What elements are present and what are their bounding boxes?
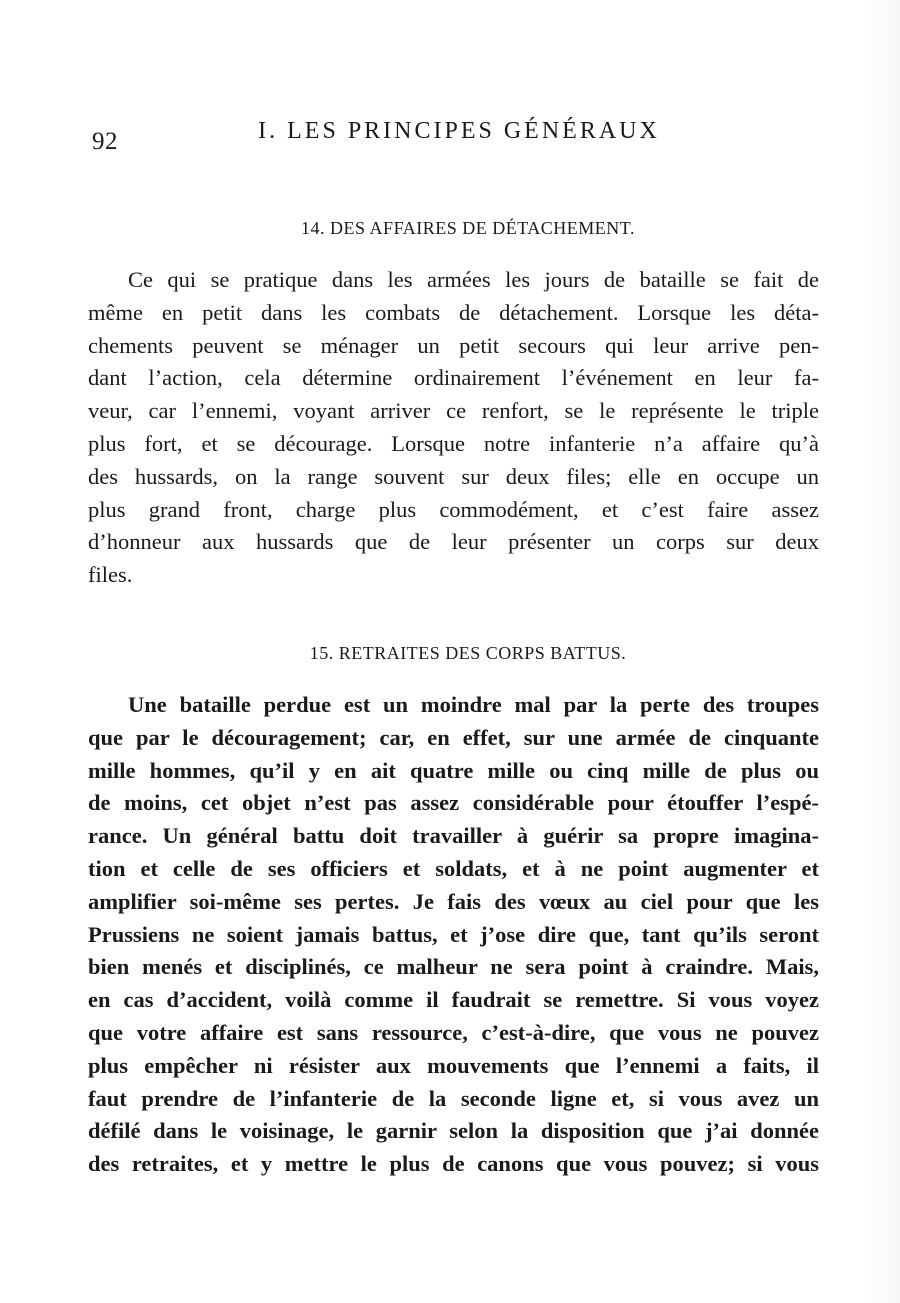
running-head: I. LES PRINCIPES GÉNÉRAUX	[258, 118, 660, 144]
text-line: veur, car l’ennemi, voyant arriver ce renfort, se le représente le triple	[88, 398, 819, 424]
text-line: même en petit dans les combats de détachement. Lorsque les déta-	[88, 299, 819, 325]
text-line: plus grand front, charge plus commodément, et c’est faire assez	[88, 496, 819, 522]
section-heading-15: 15. RETRAITES DES CORPS BATTUS.	[309, 643, 627, 663]
text-line: que votre affaire est sans ressource, c’est-à-dire, que vous ne pouvez	[88, 1019, 819, 1045]
text-line: amplifier soi-même ses pertes. Je fais des vœux au ciel pour que les	[88, 888, 819, 914]
text-line: chements peuvent se ménager un petit secours qui leur arrive pen-	[88, 332, 819, 358]
text-line: tion et celle de ses officiers et soldats, et à ne point augmenter et	[88, 855, 819, 881]
text-line: Une bataille perdue est un moindre mal par la perte des troupes	[128, 692, 819, 717]
page-edge-shadow	[860, 0, 900, 1303]
text-line: que par le découragement; car, en effet, sur une armée de cinquante	[88, 724, 819, 750]
text-line: faut prendre de l’infanterie de la seconde ligne et, si vous avez un	[88, 1085, 819, 1111]
page-number: 92	[92, 128, 118, 155]
text-line: dant l’action, cela détermine ordinairement l’événement en leur fa-	[88, 365, 819, 391]
section-heading-14: 14. DES AFFAIRES DE DÉTACHEMENT.	[301, 218, 635, 238]
section-14-paragraph	[88, 264, 819, 592]
text-line: mille hommes, qu’il y en ait quatre mille ou cinq mille de plus ou	[88, 757, 819, 783]
text-line: des hussards, on la range souvent sur deux files; elle en occupe un	[88, 463, 819, 489]
text-line: plus fort, et se décourage. Lorsque notre infanterie n’a affaire qu’à	[88, 430, 819, 456]
text-line: files.	[88, 562, 133, 588]
text-line: Prussiens ne soient jamais battus, et j’ose dire que, tant qu’ils seront	[88, 921, 819, 947]
text-line: des retraites, et y mettre le plus de canons que vous pouvez; si vous	[88, 1151, 819, 1177]
text-line: de moins, cet objet n’est pas assez considérable pour étouffer l’espé-	[88, 790, 819, 816]
text-line: d’honneur aux hussards que de leur présenter un corps sur deux	[88, 529, 819, 555]
text-line: Ce qui se pratique dans les armées les jours de bataille se fait de	[128, 267, 819, 292]
section-15-paragraph	[88, 689, 819, 1181]
text-line: plus empêcher ni résister aux mouvements que l’ennemi a faits, il	[88, 1052, 819, 1078]
text-line: rance. Un général battu doit travailler à guérir sa propre imagina-	[88, 823, 819, 849]
text-line: défilé dans le voisinage, le garnir selon la disposition que j’ai donnée	[88, 1118, 819, 1144]
text-line: en cas d’accident, voilà comme il faudrait se remettre. Si vous voyez	[88, 987, 819, 1013]
text-line: bien menés et disciplinés, ce malheur ne sera point à craindre. Mais,	[88, 954, 819, 980]
